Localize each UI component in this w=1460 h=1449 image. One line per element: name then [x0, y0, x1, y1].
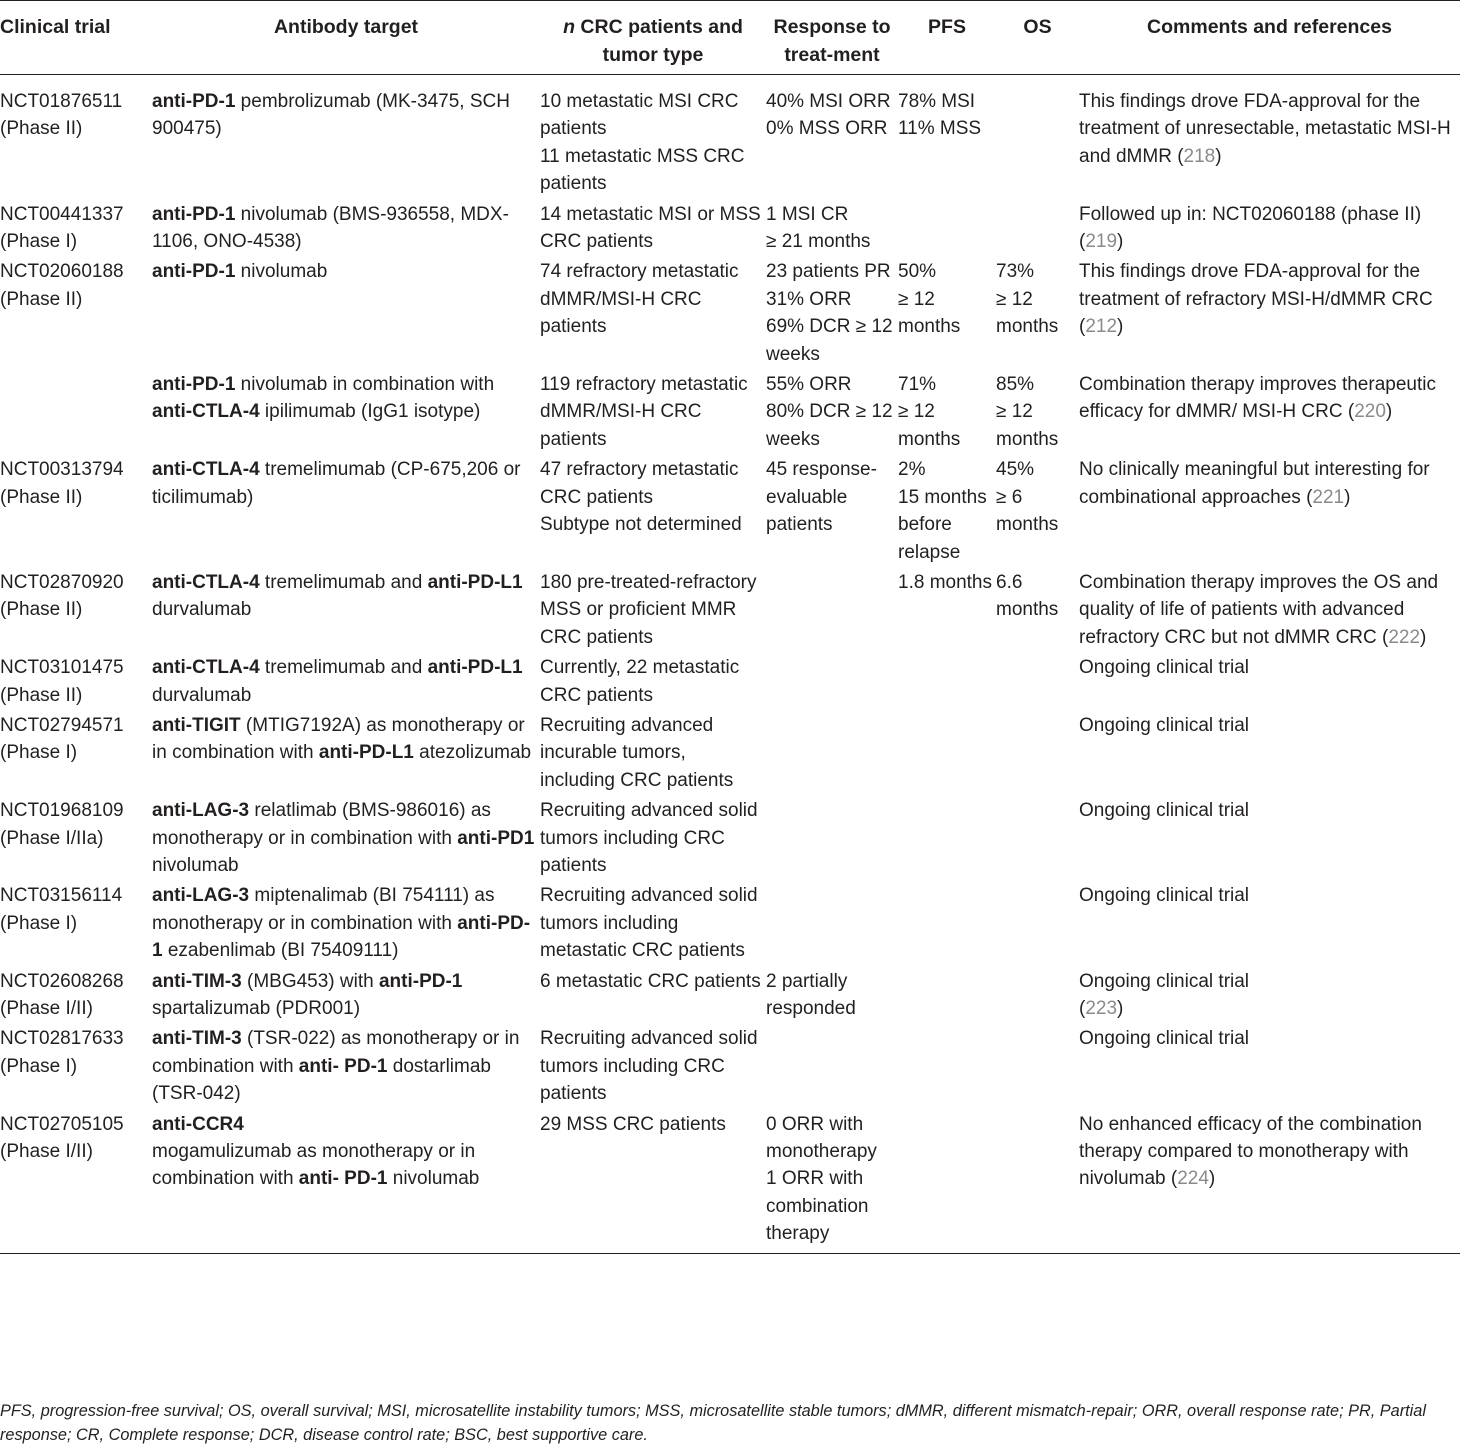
cell-pfs-line: ≥ 12 months — [898, 288, 961, 338]
text-segment: ( — [1079, 998, 1086, 1019]
cell-patients-line: 10 metastatic MSI CRC patients — [540, 91, 739, 140]
cell-os — [996, 75, 1079, 198]
cell-os — [996, 198, 1079, 256]
reference-link[interactable]: 222 — [1388, 626, 1421, 648]
cell-pfs-line: ≥ 12 months — [898, 401, 961, 450]
text-segment: ezabenlimab (BI 75409111) — [162, 940, 399, 962]
cell-response-line: 69% DCR ≥ 12 weeks — [766, 316, 893, 365]
text-segment: nivolumab — [387, 1168, 480, 1190]
cell-response — [766, 75, 898, 198]
table-row — [0, 368, 1460, 453]
bold-target-name: anti-PD-1 — [152, 203, 236, 225]
cell-os-line: 73% — [996, 261, 1035, 283]
bold-target-name: anti-PD-1 — [152, 261, 236, 283]
text-segment: This findings drove FDA-approval for the treatment of unresectable, metastatic MSI-H and dMMR ( — [1079, 91, 1451, 167]
table-footnote: PFS, progression-free survival; OS, overall survival; MSI, microsatellite instability tumors; MSS, microsatellite stable tumors; dMMR, different mismatch-repair; ORR, overall response rate; PR, Partial response; CR, Complete response; DCR, disease control rate; BSC, best supportive care. — [0, 1402, 1426, 1444]
header-comments: Comments and references — [1079, 1, 1460, 75]
cell-patients-line: Currently, 22 metastatic CRC patients — [540, 657, 740, 706]
cell-clinical-trial-line: NCT03156114 — [0, 885, 123, 907]
bold-target-name: anti-CTLA-4 — [152, 571, 260, 593]
cell-response-line: 45 response-evaluable patients — [766, 459, 877, 536]
text-segment: ) — [1117, 231, 1124, 253]
cell-clinical-trial-line: NCT02060188 — [0, 261, 124, 283]
cell-clinical-trial-line: NCT01968109 — [0, 800, 124, 822]
cell-comments — [1079, 651, 1460, 709]
cell-clinical-trial-line: (Phase II) — [0, 118, 83, 140]
cell-clinical-trial-line: (Phase II) — [0, 486, 83, 508]
cell-pfs — [898, 1108, 996, 1254]
cell-patients — [540, 794, 766, 879]
cell-comments — [1079, 368, 1460, 453]
bold-target-name: anti-PD-1 — [152, 374, 236, 396]
cell-patients — [540, 198, 766, 256]
cell-pfs-line: 1.8 months — [898, 571, 992, 593]
text-segment: This findings drove FDA-approval for the treatment of refractory MSI-H/dMMR CRC ( — [1079, 261, 1433, 338]
cell-pfs-line: 11% MSS — [898, 118, 982, 140]
text-segment: Ongoing clinical trial — [1079, 970, 1250, 992]
cell-clinical-trial-line: NCT01876511 — [0, 91, 123, 112]
header-os: OS — [996, 1, 1079, 75]
cell-clinical-trial — [0, 453, 152, 566]
cell-pfs — [898, 965, 996, 1023]
cell-clinical-trial — [0, 879, 152, 964]
table-body — [0, 75, 1460, 1254]
table-row — [0, 75, 1460, 198]
cell-patients — [540, 453, 766, 566]
cell-patients — [540, 879, 766, 964]
bold-target-name: anti- PD-1 — [298, 1168, 388, 1190]
cell-patients-line: 180 pre-treated-refractory MSS or proficient MMR CRC patients — [540, 571, 757, 648]
text-segment: Ongoing clinical trial — [1079, 885, 1250, 907]
cell-os-line: 45% — [996, 459, 1035, 481]
cell-clinical-trial — [0, 198, 152, 256]
cell-response-line: 80% DCR ≥ 12 weeks — [766, 401, 893, 450]
bold-target-name: anti-PD-1 — [152, 912, 531, 962]
cell-pfs — [898, 879, 996, 964]
header-clinical-trial: Clinical trial — [0, 1, 152, 75]
cell-patients — [540, 1022, 766, 1107]
cell-clinical-trial — [0, 255, 152, 368]
cell-response-line: 1 MSI CR — [766, 203, 849, 225]
text-segment: tremelimumab and — [259, 571, 428, 593]
cell-response — [766, 368, 898, 453]
cell-clinical-trial — [0, 794, 152, 879]
cell-pfs — [898, 1022, 996, 1107]
cell-os-line: ≥ 6 months — [996, 486, 1059, 536]
text-segment: (MTIG7192A) as monotherapy or in combination with — [152, 714, 525, 764]
cell-comments — [1079, 794, 1460, 879]
cell-antibody-target — [152, 75, 540, 198]
text-segment: mogamulizumab as monotherapy or in combination with — [152, 1141, 476, 1190]
bold-target-name: anti-TIGIT — [152, 714, 241, 736]
cell-pfs-line: 15 months before relapse — [898, 486, 987, 563]
table-row — [0, 879, 1460, 964]
cell-antibody-target — [152, 1108, 540, 1254]
reference-link[interactable]: 221 — [1312, 486, 1345, 508]
cell-comments — [1079, 1022, 1460, 1107]
cell-pfs — [898, 453, 996, 566]
table-row — [0, 794, 1460, 879]
cell-comments — [1079, 709, 1460, 794]
cell-pfs-line: 78% MSI — [898, 91, 976, 112]
cell-response — [766, 1108, 898, 1254]
text-segment: ) — [1117, 998, 1124, 1019]
cell-patients — [540, 255, 766, 368]
text-segment: ) — [1420, 626, 1427, 648]
cell-antibody-target — [152, 566, 540, 651]
cell-os — [996, 709, 1079, 794]
cell-os — [996, 1022, 1079, 1107]
text-segment: ) — [1208, 1168, 1216, 1190]
cell-os — [996, 651, 1079, 709]
cell-response — [766, 794, 898, 879]
cell-clinical-trial-line: (Phase I) — [0, 912, 78, 934]
text-segment: No clinically meaningful but interesting for combinational approaches ( — [1079, 459, 1430, 508]
cell-clinical-trial-line: (Phase II) — [0, 288, 83, 310]
cell-comments — [1079, 75, 1460, 198]
cell-comments — [1079, 879, 1460, 964]
text-segment: ) — [1385, 401, 1393, 423]
cell-pfs-line: 2% — [898, 459, 926, 481]
cell-os — [996, 1108, 1079, 1254]
cell-pfs — [898, 368, 996, 453]
header-patients-n: n — [563, 16, 575, 38]
text-segment: (TSR-022) as monotherapy or in combination with — [152, 1028, 520, 1077]
cell-response-line: 55% ORR — [766, 374, 852, 396]
cell-antibody-target — [152, 651, 540, 709]
cell-patients-line: 14 metastatic MSI or MSS CRC patients — [540, 203, 761, 253]
bold-target-name: anti-PD-L1 — [427, 657, 523, 679]
table-row — [0, 198, 1460, 256]
cell-clinical-trial-line: (Phase I) — [0, 231, 78, 253]
text-segment: tremelimumab (CP-675,206 or ticilimumab) — [152, 459, 521, 508]
cell-response — [766, 1022, 898, 1107]
cell-patients — [540, 566, 766, 651]
text-segment: atezolizumab — [413, 742, 532, 764]
cell-pfs — [898, 75, 996, 198]
cell-os-line: 6.6 months — [996, 571, 1059, 621]
cell-pfs — [898, 198, 996, 256]
cell-comments — [1079, 1108, 1460, 1254]
cell-os — [996, 566, 1079, 651]
cell-os — [996, 255, 1079, 368]
cell-response — [766, 255, 898, 368]
cell-pfs — [898, 566, 996, 651]
bold-target-name: anti-CCR4 — [152, 1113, 244, 1135]
cell-patients-line: 29 MSS CRC patients — [540, 1113, 726, 1135]
cell-antibody-target — [152, 879, 540, 964]
cell-comments — [1079, 255, 1460, 368]
cell-response-line: ≥ 21 months — [766, 231, 871, 253]
cell-clinical-trial-line: NCT02608268 — [0, 970, 124, 992]
cell-response-line: 23 patients PR — [766, 261, 891, 283]
cell-patients — [540, 75, 766, 198]
cell-clinical-trial-line: NCT00313794 — [0, 459, 124, 481]
cell-clinical-trial-line: NCT02794571 — [0, 714, 124, 736]
cell-patients-line: 11 metastatic MSS CRC patients — [540, 145, 745, 195]
cell-antibody-target — [152, 368, 540, 453]
bold-target-name: anti-PD-L1 — [427, 571, 523, 593]
text-segment: Combination therapy improves therapeutic efficacy for dMMR/ MSI-H CRC ( — [1079, 374, 1436, 423]
text-segment: Ongoing clinical trial — [1079, 714, 1250, 736]
bold-target-name: anti-PD-L1 — [318, 742, 414, 764]
cell-os-line: ≥ 12 months — [996, 401, 1059, 450]
reference-link[interactable]: 224 — [1177, 1168, 1209, 1190]
cell-response — [766, 566, 898, 651]
cell-pfs — [898, 709, 996, 794]
table-row — [0, 1022, 1460, 1107]
header-row — [0, 1, 1460, 75]
cell-pfs — [898, 794, 996, 879]
text-segment: ) — [1344, 486, 1351, 508]
cell-patients-line: 74 refractory metastatic dMMR/MSI-H CRC patients — [540, 261, 739, 338]
cell-patients-line: Recruiting advanced solid tumors including metastatic CRC patients — [540, 885, 758, 962]
text-segment: miptenalimab (BI 754111) as monotherapy or in combination with — [152, 885, 495, 934]
text-segment: Combination therapy improves the OS and quality of life of patients with advanced refractory CRC but not dMMR CRC ( — [1079, 571, 1439, 648]
cell-clinical-trial — [0, 965, 152, 1023]
bold-target-name: anti-CTLA-4 — [152, 657, 260, 679]
cell-clinical-trial-line: NCT02817633 — [0, 1028, 124, 1050]
cell-comments — [1079, 453, 1460, 566]
text-segment: dostarlimab (TSR-042) — [152, 1055, 491, 1105]
cell-antibody-target — [152, 255, 540, 368]
text-segment: relatlimab (BMS-986016) as monotherapy or in combination with — [152, 800, 491, 849]
header-patients-label: CRC patients and tumor type — [574, 16, 743, 66]
cell-pfs-line: 71% — [898, 374, 937, 396]
text-segment: tremelimumab and — [259, 657, 428, 679]
bold-target-name: anti- PD-1 — [298, 1055, 388, 1077]
cell-patients-line: Recruiting advanced solid tumors including CRC patients — [540, 1028, 758, 1105]
cell-comments — [1079, 198, 1460, 256]
table-row — [0, 453, 1460, 566]
text-segment: ) — [1215, 145, 1222, 167]
cell-antibody-target — [152, 965, 540, 1023]
bold-target-name: anti-LAG-3 — [152, 800, 250, 822]
cell-response-line: 0 ORR with monotherapy — [766, 1113, 877, 1163]
cell-antibody-target — [152, 198, 540, 256]
cell-patients-line: 6 metastatic CRC patients — [540, 970, 761, 992]
cell-clinical-trial-line: NCT02870920 — [0, 571, 124, 593]
cell-clinical-trial-line: (Phase II) — [0, 599, 83, 621]
header-response: Response to treat-ment — [766, 1, 898, 75]
reference-link[interactable]: 219 — [1085, 231, 1118, 253]
cell-clinical-trial-line: NCT00441337 — [0, 203, 124, 225]
text-segment: pembrolizumab (MK-3475, SCH 900475) — [152, 91, 510, 140]
cell-clinical-trial-line: (Phase I/II) — [0, 998, 93, 1019]
table-row — [0, 255, 1460, 368]
text-segment: Followed up in: NCT02060188 (phase II) ( — [1079, 203, 1422, 253]
cell-clinical-trial-line: (Phase I/II) — [0, 1141, 93, 1163]
cell-os — [996, 879, 1079, 964]
cell-response-line: 40% MSI ORR — [766, 91, 891, 112]
cell-response — [766, 198, 898, 256]
cell-os — [996, 453, 1079, 566]
cell-clinical-trial — [0, 1108, 152, 1254]
cell-pfs-line: 50% — [898, 261, 937, 283]
text-segment: nivolumab (BMS-936558, MDX-1106, ONO-4538) — [152, 203, 509, 253]
bold-target-name: anti-CTLA-4 — [152, 401, 260, 423]
reference-link[interactable]: 218 — [1183, 145, 1216, 167]
cell-patients — [540, 1108, 766, 1254]
cell-clinical-trial — [0, 651, 152, 709]
cell-clinical-trial — [0, 1022, 152, 1107]
cell-patients-line: Recruiting advanced incurable tumors, including CRC patients — [540, 714, 734, 791]
cell-clinical-trial-line: NCT03101475 — [0, 657, 124, 679]
header-patients — [540, 1, 766, 75]
cell-response-line: 31% ORR — [766, 288, 852, 310]
cell-antibody-target — [152, 1022, 540, 1107]
bold-target-name: anti-TIM-3 — [152, 970, 242, 992]
table-header — [0, 1, 1460, 75]
cell-os — [996, 794, 1079, 879]
cell-os — [996, 368, 1079, 453]
text-segment: Ongoing clinical trial — [1079, 657, 1250, 679]
cell-patients-line: Recruiting advanced solid tumors including CRC patients — [540, 800, 758, 876]
bold-target-name: anti-PD-1 — [152, 91, 236, 112]
cell-patients-line: Subtype not determined — [540, 514, 742, 536]
text-segment: Ongoing clinical trial — [1079, 800, 1250, 822]
cell-patients — [540, 368, 766, 453]
cell-patients-line: 119 refractory metastatic dMMR/MSI-H CRC patients — [540, 374, 748, 450]
header-antibody-target: Antibody target — [152, 1, 540, 75]
cell-comments — [1079, 566, 1460, 651]
table-row — [0, 965, 1460, 1023]
bold-target-name: anti-PD1 — [457, 827, 535, 849]
text-segment: (MBG453) with — [241, 970, 379, 992]
cell-patients-line: 47 refractory metastatic CRC patients — [540, 459, 739, 508]
cell-antibody-target — [152, 709, 540, 794]
text-segment: nivolumab in combination with — [235, 374, 495, 396]
cell-clinical-trial — [0, 566, 152, 651]
cell-patients — [540, 709, 766, 794]
cell-comments — [1079, 965, 1460, 1023]
cell-pfs — [898, 651, 996, 709]
cell-clinical-trial — [0, 709, 152, 794]
table-row — [0, 1108, 1460, 1254]
text-segment: durvalumab — [152, 599, 252, 621]
header-pfs: PFS — [898, 1, 996, 75]
cell-response — [766, 453, 898, 566]
cell-response-line: 2 partially responded — [766, 970, 856, 1019]
reference-link[interactable]: 220 — [1354, 401, 1386, 423]
cell-clinical-trial-line: (Phase I) — [0, 742, 78, 764]
bold-target-name: anti-LAG-3 — [152, 885, 250, 907]
cell-clinical-trial — [0, 75, 152, 198]
cell-patients — [540, 651, 766, 709]
text-segment: nivolumab — [235, 261, 328, 283]
cell-response-line: 0% MSS ORR — [766, 118, 888, 140]
reference-link[interactable]: 223 — [1085, 998, 1118, 1019]
text-segment: ipilimumab (IgG1 isotype) — [259, 401, 481, 423]
cell-os — [996, 965, 1079, 1023]
reference-link[interactable]: 212 — [1085, 316, 1118, 338]
bold-target-name: anti-PD-1 — [378, 970, 463, 992]
text-segment: Ongoing clinical trial — [1079, 1028, 1250, 1050]
cell-response — [766, 651, 898, 709]
bold-target-name: anti-TIM-3 — [152, 1028, 242, 1050]
cell-antibody-target — [152, 794, 540, 879]
text-segment: spartalizumab (PDR001) — [152, 998, 361, 1019]
cell-os-line: ≥ 12 months — [996, 288, 1059, 338]
bold-target-name: anti-CTLA-4 — [152, 459, 260, 481]
cell-response — [766, 709, 898, 794]
cell-clinical-trial — [0, 368, 152, 453]
cell-response — [766, 879, 898, 964]
cell-patients — [540, 965, 766, 1023]
text-segment: nivolumab — [152, 854, 239, 876]
cell-antibody-target — [152, 453, 540, 566]
cell-os-line: 85% — [996, 374, 1035, 396]
table-row — [0, 651, 1460, 709]
table-row — [0, 566, 1460, 651]
cell-clinical-trial-line: (Phase I/IIa) — [0, 827, 104, 849]
cell-clinical-trial-line: (Phase I) — [0, 1055, 78, 1077]
cell-pfs — [898, 255, 996, 368]
text-segment: No enhanced efficacy of the combination therapy compared to monotherapy with nivolumab ( — [1079, 1113, 1422, 1190]
cell-response — [766, 965, 898, 1023]
cell-clinical-trial-line: (Phase II) — [0, 684, 83, 706]
text-segment: durvalumab — [152, 684, 252, 706]
text-segment: ) — [1117, 316, 1124, 338]
cell-clinical-trial-line: NCT02705105 — [0, 1113, 124, 1135]
table-row — [0, 709, 1460, 794]
cell-response-line: 1 ORR with combination therapy — [766, 1168, 869, 1245]
